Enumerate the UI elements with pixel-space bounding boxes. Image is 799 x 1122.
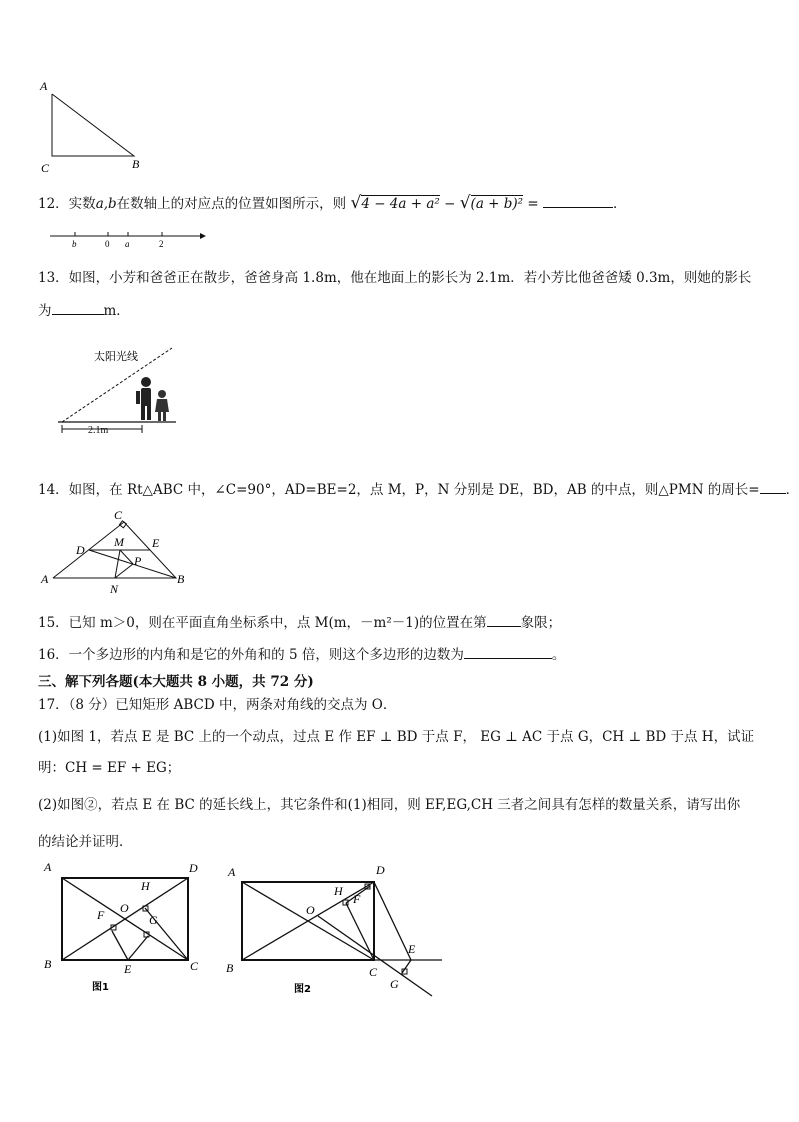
q14-figure [36, 506, 196, 598]
q14-answer-blank[interactable] [760, 481, 786, 494]
q14-label-d: D [76, 543, 85, 557]
girl-figure [155, 390, 169, 421]
q13-line2-suffix: m． [103, 303, 130, 319]
q13-sunlight-label: 太阳光线 [94, 350, 138, 363]
fig2-label-g: G [390, 977, 399, 991]
q13-line1: 13．如图，小芳和爸爸正在散步，爸爸身高 1.8m，他在地面上的影长为 2.1m．若小芳比他爸爸矮 0.3m，则她的影长 [38, 270, 752, 286]
fig1-label-f: F [97, 908, 105, 922]
q12-middle: 在数轴上的对应点的位置如图所示，则 [116, 196, 347, 212]
q14-label-n: N [110, 582, 119, 596]
fig1-label-h: H [141, 879, 150, 893]
q14-line [38, 481, 799, 498]
q12-minus: − [444, 196, 456, 212]
fig1-label-e: E [124, 962, 132, 976]
fig2-label-o: O [306, 903, 315, 917]
q17-part1-line1: (1)如图 1，若点 E 是 BC 上的一个动点，过点 E 作 EF ⊥ BD 于点 F， EG ⊥ AC 于点 G，CH ⊥ BD 于点 H，试证 [38, 729, 755, 745]
q16-suffix: 。 [551, 647, 566, 663]
fig1-label-g: G [149, 913, 158, 927]
q15-suffix: 象限； [520, 615, 562, 631]
fig1-label-c: C [190, 959, 199, 973]
fig11-label-c: C [41, 161, 50, 175]
q12-answer-blank[interactable] [543, 195, 613, 208]
fig11-triangle [30, 72, 150, 180]
fig11-label-a: A [40, 79, 48, 93]
q13-figure [48, 336, 188, 436]
q12-number-line [48, 226, 208, 250]
fig2-label-e: E [408, 942, 416, 956]
fig2-label-b: B [226, 961, 234, 975]
q15-line [38, 614, 561, 631]
dad-figure [136, 377, 151, 420]
section3-title: 三、解下列各题(本大题共 8 小题，共 72 分) [38, 674, 314, 690]
q14-label-c: C [114, 508, 123, 522]
q13-answer-blank[interactable] [52, 302, 104, 315]
q12-prefix: 12．实数 [38, 196, 96, 212]
q12-axis-label-b: b [72, 239, 77, 249]
q13-shadow-measure: 2.1m [88, 425, 109, 436]
q12-expr2: (a + b)² [470, 196, 524, 212]
q12-end: ． [612, 196, 627, 212]
fig1-label-d: D [189, 861, 198, 875]
q12-equals: = [527, 196, 539, 212]
fig2-label-c: C [369, 965, 378, 979]
q14-label-b: B [177, 572, 185, 586]
q15-prefix: 15．已知 m＞0，则在平面直角坐标系中，点 M(m，－m²－1)的位置在第 [38, 615, 487, 631]
q17-part1-line2: 明：CH = EF + EG； [38, 760, 181, 776]
q14-label-a: A [41, 572, 49, 586]
fig1-label-o: O [120, 901, 129, 915]
q12-expr1: 4 − 4a + a² [361, 196, 440, 212]
q14-end: ． [785, 482, 799, 498]
q12-axis-label-2: 2 [159, 239, 164, 249]
q17-part2-line1: (2)如图②，若点 E 在 BC 的延长线上，其它条件和(1)相同，则 EF,EG,CH 三者之间具有怎样的数量关系，请写出你 [38, 797, 741, 813]
fig1-label-a: A [44, 860, 52, 874]
q14-label-p: P [134, 554, 142, 568]
fig2-label-a: A [228, 865, 236, 879]
q12-axis-label-0: 0 [105, 239, 110, 249]
q13-line2-prefix: 为 [38, 303, 52, 319]
fig2-label-f: F [353, 892, 361, 906]
q16-answer-blank[interactable] [464, 646, 552, 659]
q16-prefix: 16．一个多边形的内角和是它的外角和的 5 倍，则这个多边形的边数为 [38, 647, 464, 663]
q12-vars: a,b [95, 196, 117, 212]
q17-part2-line2: 的结论并证明． [38, 834, 133, 850]
q14-text: 14．如图，在 Rt△ABC 中，∠C=90°，AD=BE=2，点 M，P，N 分别是 DE，BD，AB 的中点，则△PMN 的周长= [38, 482, 760, 498]
q13-line2 [38, 302, 130, 319]
q16-line [38, 646, 565, 663]
fig11-label-b: B [132, 157, 140, 171]
q17-intro: 17．（8 分）已知矩形 ABCD 中，两条对角线的交点为 O． [38, 697, 397, 713]
q14-label-e: E [152, 536, 160, 550]
fig2-label-d: D [376, 863, 385, 877]
q12-axis-label-a: a [125, 239, 130, 249]
q15-answer-blank[interactable] [487, 614, 521, 627]
q17-figure-1 [36, 858, 216, 998]
fig1-label-b: B [44, 957, 52, 971]
fig2-label-h: H [334, 884, 343, 898]
q17-figure-2 [222, 858, 448, 1000]
fig1-caption: 图1 [92, 982, 109, 993]
fig2-caption: 图2 [294, 984, 311, 995]
q12-line: 12．实数a,b在数轴上的对应点的位置如图所示，则 √4 − 4a + a² − √(a + b)² = ． [38, 193, 627, 213]
q14-label-m: M [114, 535, 124, 549]
